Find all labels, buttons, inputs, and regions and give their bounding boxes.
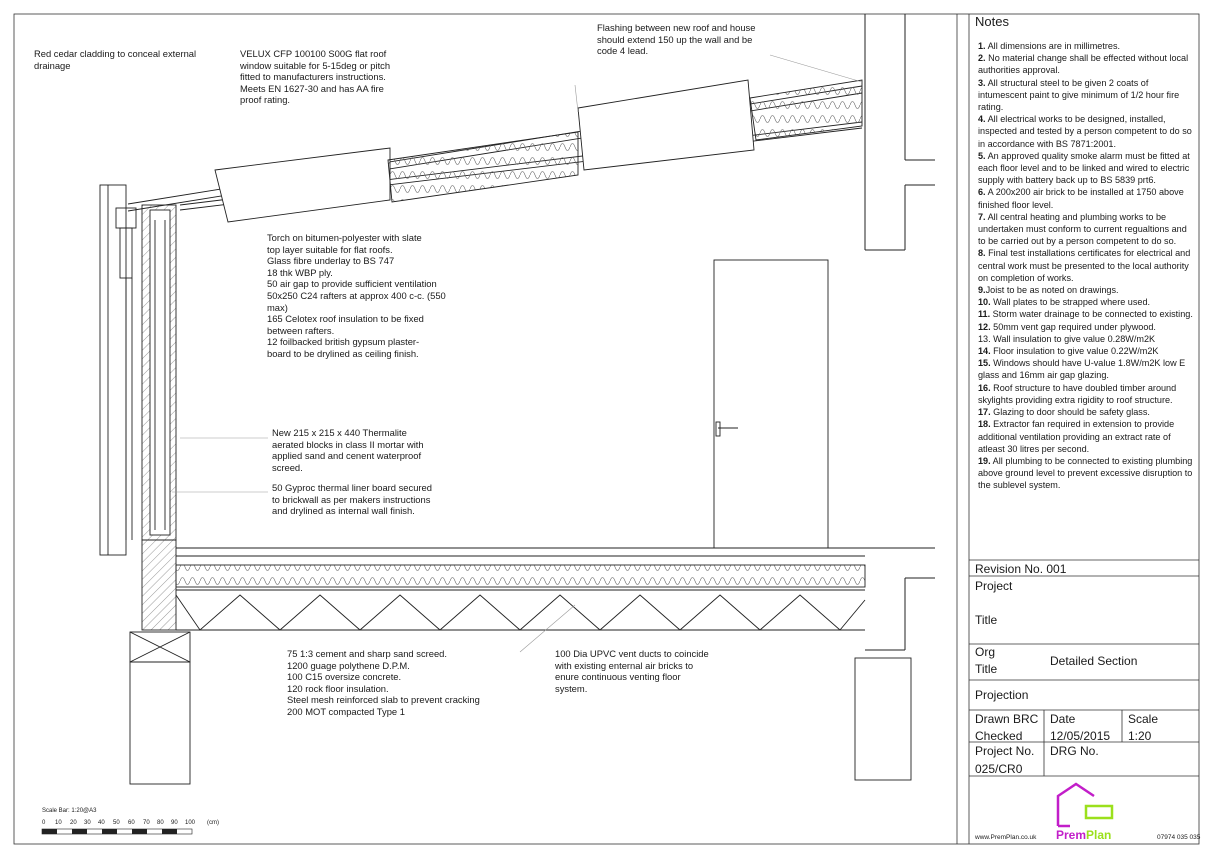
logo-text-plan: Plan (1086, 828, 1112, 842)
drawing-title-value: Detailed Section (1050, 654, 1138, 668)
phone-text: 07974 035 035 (1157, 834, 1201, 841)
scale-tick: 40 (98, 820, 105, 826)
scale-tick: 0 (42, 820, 46, 826)
scale-tick: 50 (113, 820, 120, 826)
floor-structure (176, 548, 935, 630)
scale-bar-title: Scale Bar: 1:20@A3 (42, 808, 97, 814)
annotation-gyproc-liner: 50 Gyproc thermal liner board secured to brickwall as per makers instructions and drylined as internal wall finish. (272, 482, 432, 517)
website-text: www.PremPlan.co.uk (975, 834, 1037, 841)
roof-structure (128, 80, 862, 222)
scale-tick: 10 (55, 820, 62, 826)
annotation-cedar-cladding: Red cedar cladding to conceal external drainage (34, 48, 197, 71)
existing-house-wall (865, 14, 935, 650)
note-item: 16. Roof structure to have doubled timber around skylights providing extra rigidity to roof structure. (978, 382, 1177, 405)
notes-list (978, 40, 1196, 492)
drg-no-label: DRG No. (1050, 744, 1099, 758)
org-title-label: Title (975, 662, 998, 676)
checked-label: Checked (975, 729, 1023, 743)
note-item: 17. Glazing to door should be safety glass. (978, 407, 1150, 418)
note-item: 5. An approved quality smoke alarm must be fitted at each floor level and to be linked and wired to electric supply with battery back up to BS 5839 prt6. (978, 150, 1190, 186)
note-item: 4. All electrical works to be designed, installed, inspected and tested by a person competent to do so in accordance with BS 7871:2001. (978, 114, 1192, 149)
note-item: 12. 50mm vent gap required under plywood. (978, 321, 1156, 332)
annotation-vent-ducts: 100 Dia UPVC vent ducts to coincide with existing enternal air bricks to enure continuous venting floor system. (555, 648, 709, 694)
drawn-by-label: Drawn BRC (975, 712, 1039, 726)
scale-tick: 80 (157, 820, 164, 826)
date-label: Date (1050, 712, 1076, 726)
scale-tick: 30 (84, 820, 91, 826)
note-item: 6. A 200x200 air brick to be installed at 1750 above finished floor level. (978, 187, 1184, 210)
date-value: 12/05/2015 (1050, 729, 1111, 743)
annotation-velux-window: VELUX CFP 100100 S00G flat roof window suitable for 5-15deg or pitch fitted to manufacturers instructions. Meets EN 1627-30 and has AA fire proof rating. (240, 48, 391, 106)
org-label: Org (975, 645, 996, 659)
note-item: 3. All structural steel to be given 2 coats of intumescent paint to give minimum of 1/2 hour fire rating. (978, 77, 1180, 113)
note-item: 10. Wall plates to be strapped where used. (978, 297, 1151, 308)
scale-bar-unit: (cm) (207, 820, 219, 826)
note-item: 2. No material change shall be effected without local authorities approval. (978, 53, 1189, 76)
annotation-floor-build-up: 75 1:3 cement and sharp sand screed. 1200 guage polythene D.P.M. 100 C15 oversize concrete. 120 rock floor insulation. Steel mesh reinforced slab to prevent cracking 200 MOT compacted Type 1 (287, 648, 480, 717)
annotation-roof-build-up: Torch on bitumen-polyester with slate top layer suitable for flat roofs. Glass fibre underlay to BS 747 18 thk WBP ply. 50 air gap to provide sufficient ventilation 50x250 C24 rafters at approx 400 c-c. (550 max) 165 Celotex roof insulation to be fixed between rafters. 12 foilbacked british gypsum plaster- board to be drylined as ceiling finish. (267, 232, 446, 359)
projection-label: Projection (975, 688, 1029, 702)
scale-tick: 90 (171, 820, 178, 826)
scale-tick: 100 (185, 820, 196, 826)
note-item: 9.Joist to be as noted on drawings. (978, 285, 1119, 296)
project-no-label: Project No. (975, 744, 1035, 758)
logo-text-prem: Prem (1056, 828, 1087, 842)
note-item: 11. Storm water drainage to be connected to existing. (978, 309, 1193, 320)
project-label: Project (975, 579, 1013, 593)
scale-bar (42, 829, 192, 834)
scale-tick: 60 (128, 820, 135, 826)
annotation-flashing: Flashing between new roof and house should extend 150 up the wall and be code 4 lead. (597, 22, 756, 57)
foundations (130, 632, 911, 784)
note-item: 8. Final test installations certificates for electrical and central work must be presented to the local authority on completion of works. (978, 248, 1191, 283)
premplan-logo-icon (1058, 784, 1112, 826)
external-wall (100, 185, 176, 630)
logo-wordmark (1056, 828, 1111, 842)
notes-heading: Notes (975, 14, 1009, 29)
title-label: Title (975, 613, 998, 627)
project-no-value: 025/CR0 (975, 762, 1023, 776)
note-item: 19. All plumbing to be connected to existing plumbing above ground level to prevent excessive disruption to the sublevel system. (978, 455, 1193, 491)
note-item: 18. Extractor fan required in extension to provide additional ventilation providing an extract rate of atleast 30 litres per second. (978, 419, 1175, 454)
scale-tick: 70 (143, 820, 150, 826)
internal-door (714, 260, 828, 548)
scale-tick: 20 (70, 820, 77, 826)
scale-label: Scale (1128, 712, 1159, 726)
scale-value: 1:20 (1128, 729, 1152, 743)
note-item: 13. Wall insulation to give value 0.28W/m2K (978, 333, 1156, 344)
note-item: 1. All dimensions are in millimetres. (978, 41, 1121, 51)
note-item: 7. All central heating and plumbing works to be undertaken must conform to current regualtions and to be carried out by a person competent to do so. (978, 211, 1187, 247)
revision-label: Revision No. 001 (975, 562, 1067, 576)
note-item: 14. Floor insulation to give value 0.22W/m2K (978, 346, 1159, 357)
note-item: 15. Windows should have U-value 1.8W/m2K low E glass and 16mm air gap glazing. (978, 358, 1186, 381)
annotation-thermalite-blocks: New 215 x 215 x 440 Thermalite aerated blocks in class II mortar with applied sand and cenent waterproof screed. (272, 427, 424, 473)
